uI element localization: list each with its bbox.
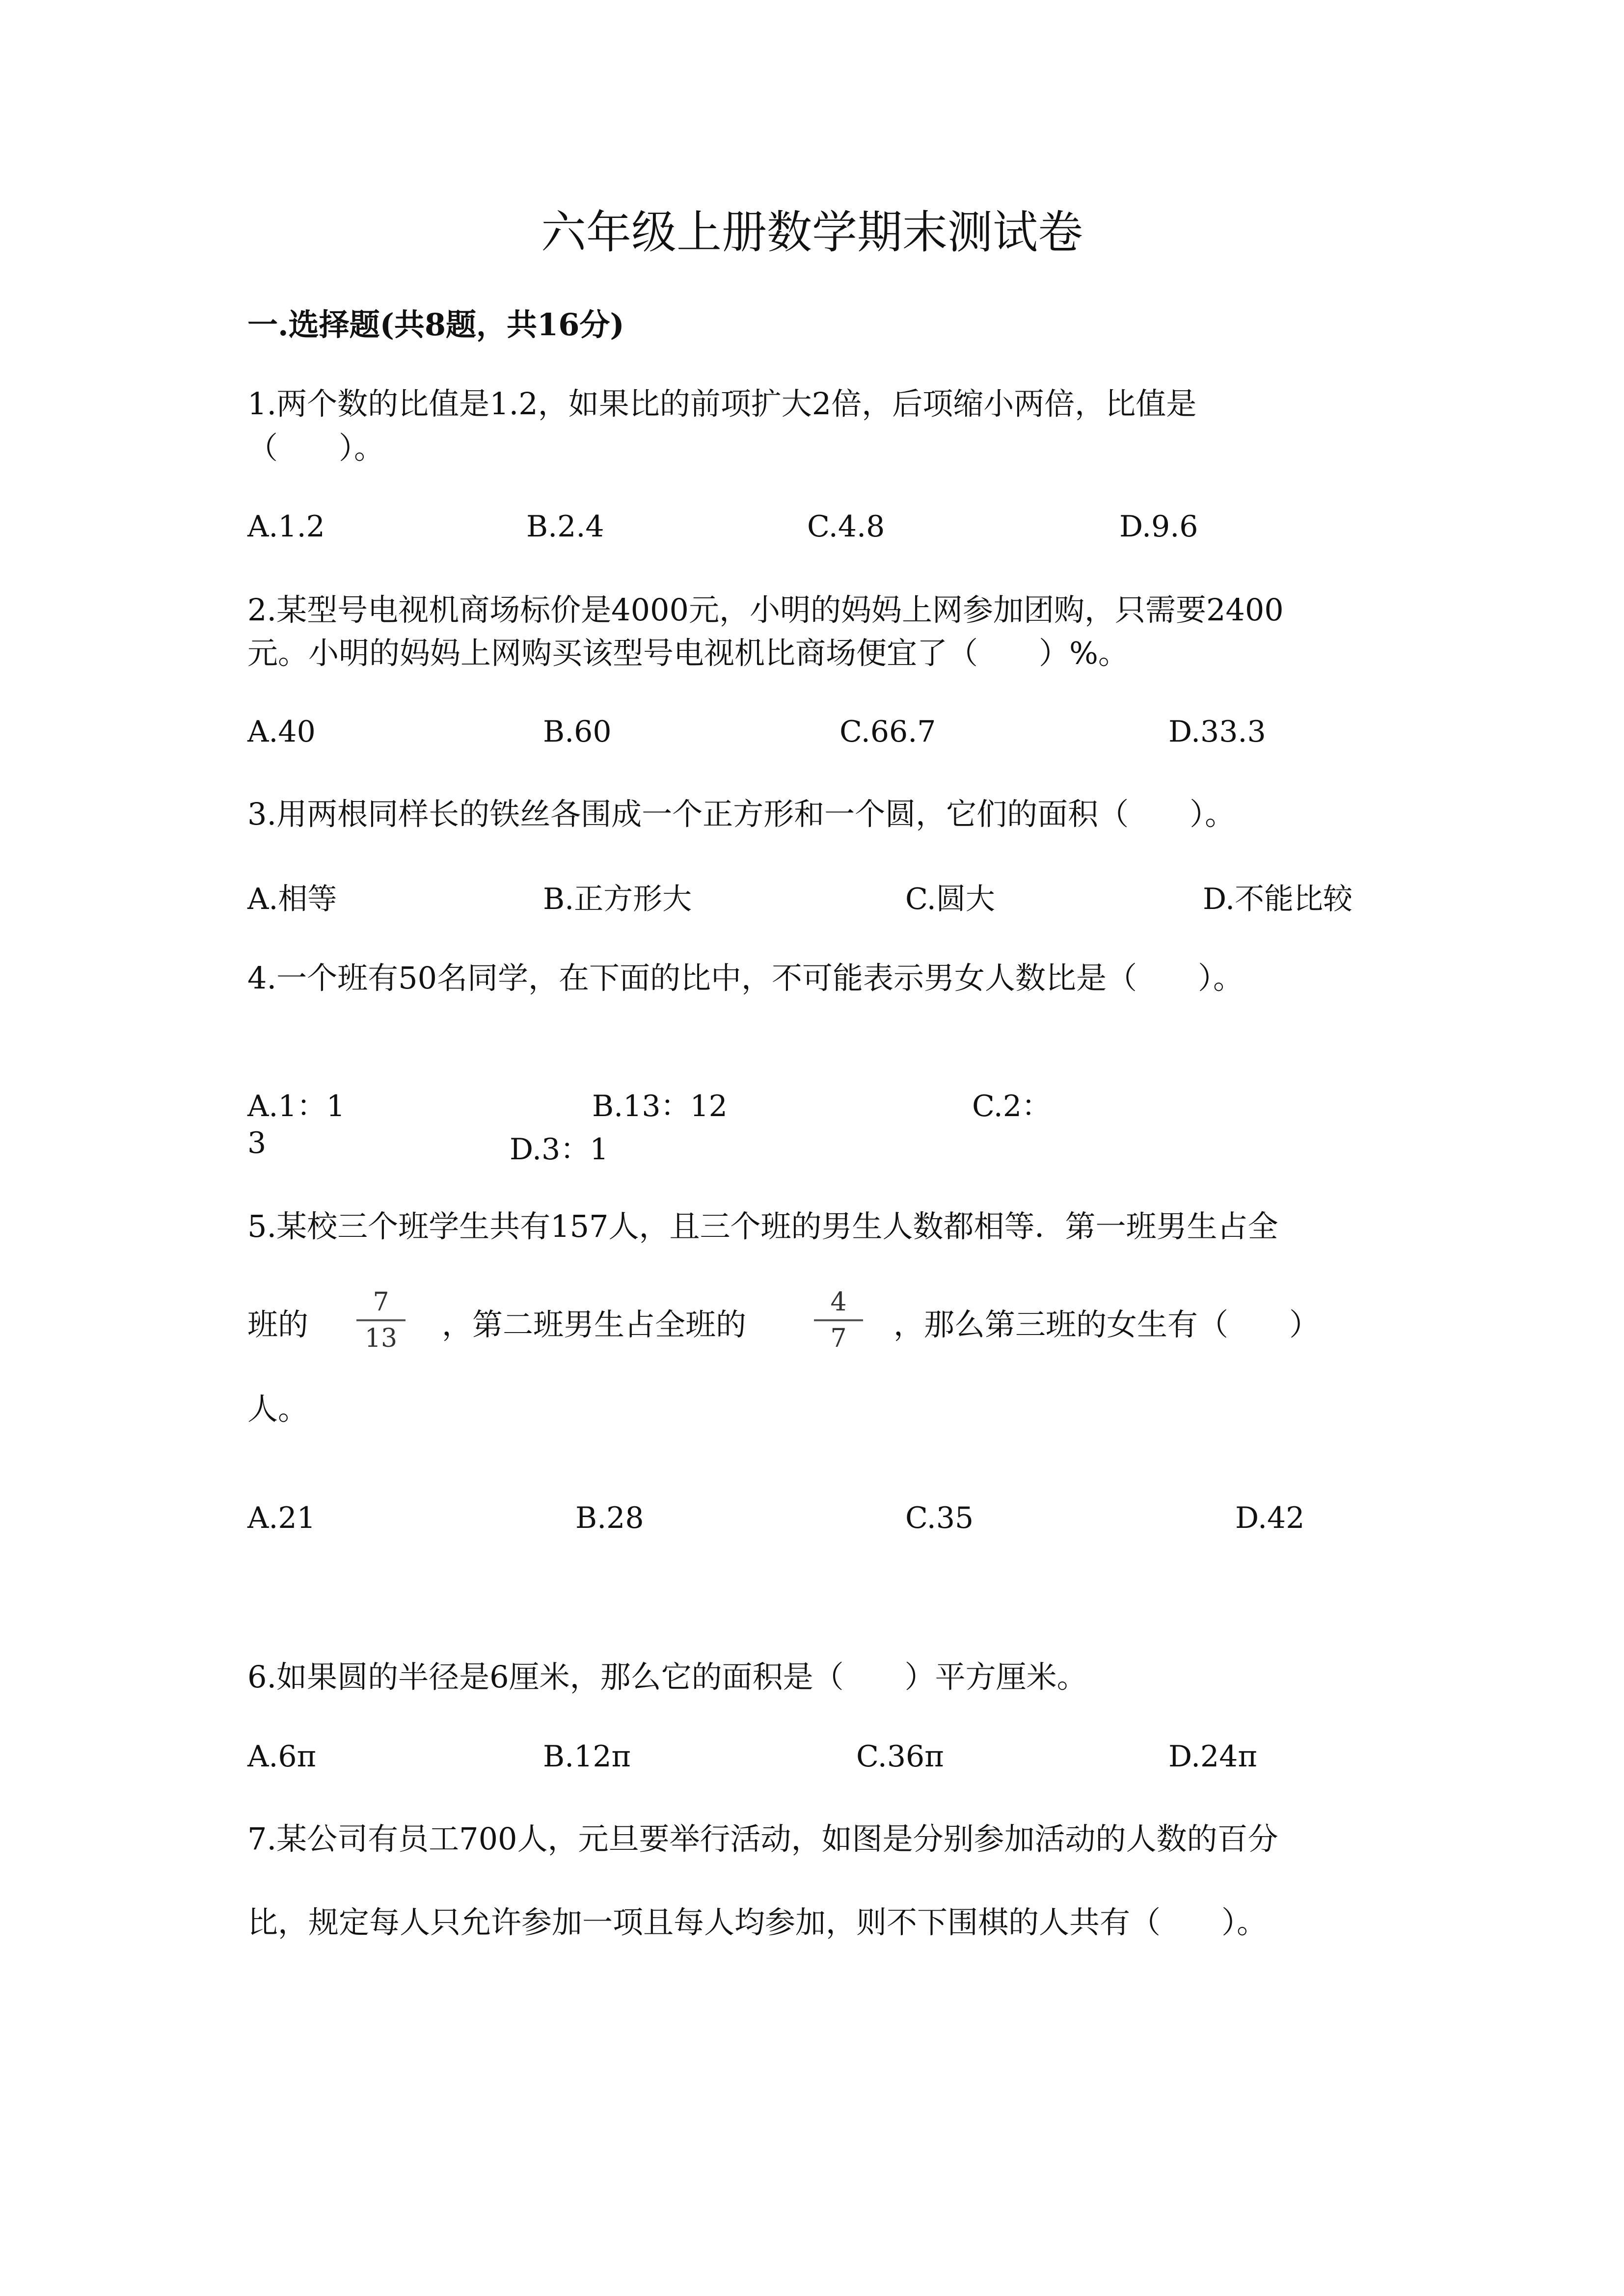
q5-option-a: A.21 bbox=[247, 1501, 316, 1535]
q1-option-c: C.4.8 bbox=[807, 509, 885, 544]
q1-option-a: A.1.2 bbox=[247, 509, 325, 544]
question-5-seg-2: ，第二班男生占全班的 bbox=[442, 1307, 747, 1342]
question-7-line-2: 比，规定每人只允许参加一项且每人均参加，则不下围棋的人共有（ ）。 bbox=[247, 1904, 1268, 1940]
fraction-1-numerator: 7 bbox=[373, 1287, 389, 1317]
question-2-line-1: 2.某型号电视机商场标价是4000元，小明的妈妈上网参加团购，只需要2400 bbox=[247, 592, 1284, 628]
q2-option-c: C.66.7 bbox=[839, 715, 936, 749]
fraction-2-denominator: 7 bbox=[830, 1324, 847, 1353]
q4-option-d: D.3：1 bbox=[510, 1132, 609, 1167]
q4-option-b: B.13：12 bbox=[592, 1089, 728, 1123]
fraction-four-sevenths bbox=[809, 1288, 868, 1353]
question-5-line-1: 5.某校三个班学生共有157人，且三个班的男生人数都相等．第一班男生占全 bbox=[247, 1208, 1278, 1244]
q6-option-a: A.6π bbox=[247, 1739, 317, 1774]
question-1-line-1: 1.两个数的比值是1.2，如果比的前项扩大2倍，后项缩小两倍，比值是 bbox=[247, 386, 1197, 422]
question-5-seg-1: 班的 bbox=[247, 1307, 309, 1342]
page-title: 六年级上册数学期末测试卷 bbox=[541, 206, 1083, 259]
q3-option-a: A.相等 bbox=[247, 882, 337, 916]
q2-option-a: A.40 bbox=[247, 715, 316, 749]
question-5-line-3: 人。 bbox=[247, 1391, 309, 1427]
q5-option-b: B.28 bbox=[575, 1501, 644, 1535]
fraction-2-numerator: 4 bbox=[830, 1287, 847, 1317]
q3-option-d: D.不能比较 bbox=[1203, 882, 1353, 916]
q4-option-a: A.1：1 bbox=[247, 1089, 345, 1123]
section-heading: 一.选择题(共8题，共16分) bbox=[247, 307, 624, 343]
fraction-2-bar bbox=[814, 1319, 863, 1321]
q2-option-d: D.33.3 bbox=[1168, 715, 1266, 749]
q1-option-d: D.9.6 bbox=[1119, 509, 1198, 544]
fraction-seven-thirteenths bbox=[352, 1288, 410, 1353]
question-6-line-1: 6.如果圆的半径是6厘米，那么它的面积是（ ）平方厘米。 bbox=[247, 1659, 1087, 1695]
question-3-line-1: 3.用两根同样长的铁丝各围成一个正方形和一个圆，它们的面积（ ）。 bbox=[247, 796, 1236, 832]
q6-option-d: D.24π bbox=[1168, 1739, 1257, 1774]
q3-option-c: C.圆大 bbox=[905, 882, 995, 916]
fraction-1-bar bbox=[356, 1319, 406, 1321]
q6-option-b: B.12π bbox=[543, 1739, 631, 1774]
question-4-line-1: 4.一个班有50名同学，在下面的比中，不可能表示男女人数比是（ ）。 bbox=[247, 960, 1244, 996]
fraction-1-denominator: 13 bbox=[364, 1324, 398, 1353]
question-7-line-1: 7.某公司有员工700人，元旦要举行活动，如图是分别参加活动的人数的百分 bbox=[247, 1821, 1278, 1857]
question-1-line-2: （ ）。 bbox=[247, 430, 385, 466]
q2-option-b: B.60 bbox=[543, 715, 612, 749]
q6-option-c: C.36π bbox=[856, 1739, 944, 1774]
q5-option-d: D.42 bbox=[1235, 1501, 1305, 1535]
question-2-line-2: 元。小明的妈妈上网购买该型号电视机比商场便宜了（ ）%。 bbox=[247, 635, 1129, 671]
q1-option-b: B.2.4 bbox=[526, 509, 604, 544]
question-5-seg-3: ，那么第三班的女生有（ ） bbox=[893, 1307, 1320, 1342]
q3-option-b: B.正方形大 bbox=[543, 882, 692, 916]
q5-option-c: C.35 bbox=[905, 1501, 974, 1535]
q4-option-c: C.2： bbox=[972, 1089, 1052, 1123]
q4-option-c-wrap: 3 bbox=[247, 1126, 267, 1160]
